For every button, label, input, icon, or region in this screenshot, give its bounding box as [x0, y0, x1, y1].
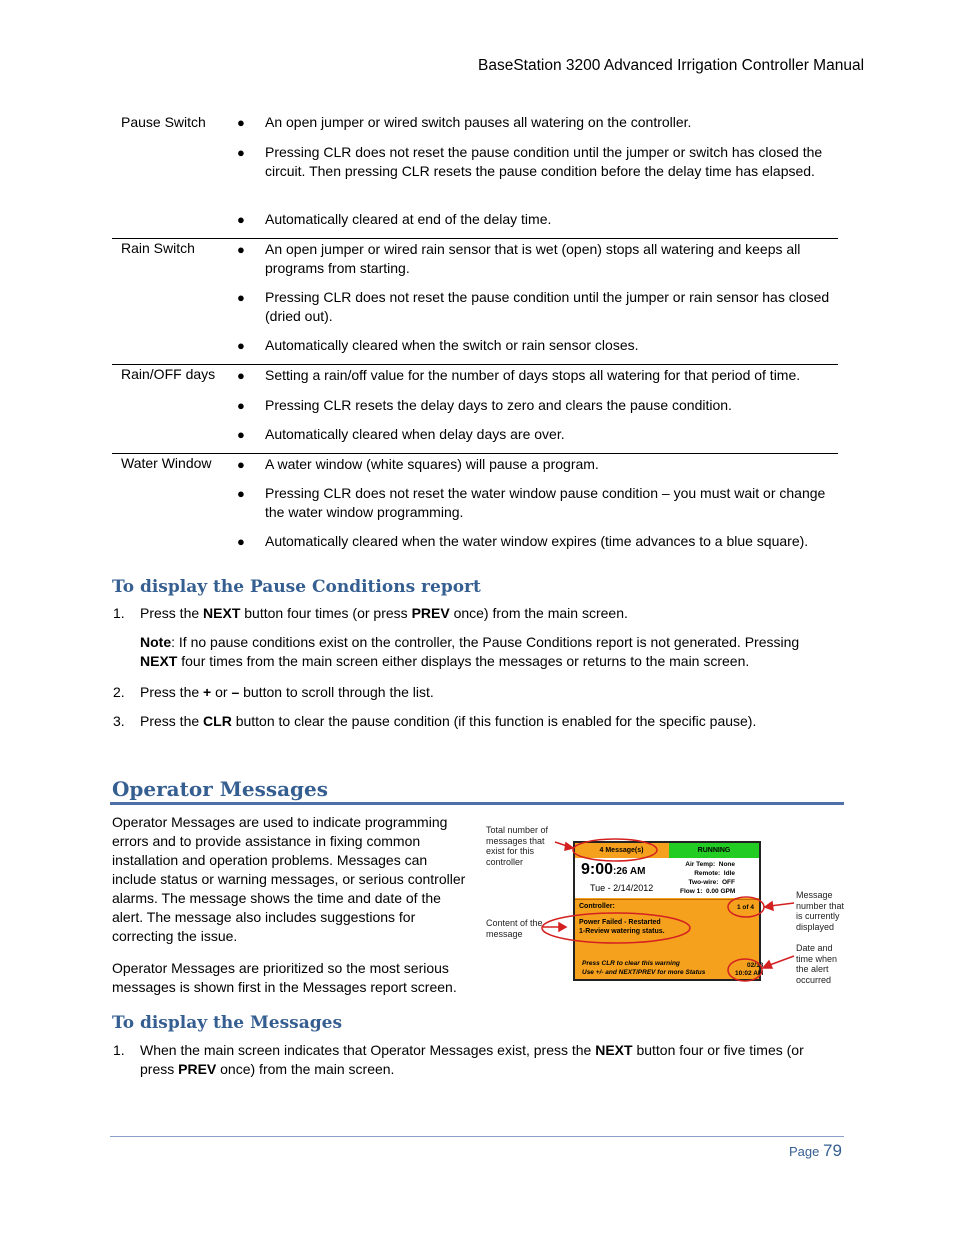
annotation-date-time: Date and time when the alert occurred [796, 943, 838, 985]
bullet-icon: ● [237, 212, 245, 227]
bullet-icon: ● [237, 427, 245, 442]
pause-report-heading: To display the Pause Conditions report [112, 577, 481, 597]
highlight-ellipse [573, 839, 657, 861]
bullet-icon: ● [237, 368, 245, 383]
message-count-bar: 4 Message(s) [575, 843, 668, 858]
operator-para-1: Operator Messages are used to indicate programming errors and to provide assistance in fixing common installation and operation problems. Messages can include status or warning messages, or serious controller alarms. The message shows the time and date of the alert. The message also includes suggestions for correcting the issue. [112, 814, 466, 944]
page-number: 79 [822, 1141, 842, 1160]
status-readout: Air Temp: None Remote: Idle Two-wire: OFF Flow 1: 0.00 GPM [680, 861, 736, 895]
arrow-head-icon [763, 961, 772, 968]
annotation-overlay [470, 820, 850, 990]
bullet-icon: ● [237, 145, 245, 160]
bullet-text: An open jumper or wired switch pauses all watering on the controller. [265, 114, 692, 130]
heading-underline [110, 802, 844, 805]
highlight-ellipse [728, 897, 764, 917]
row-label: Rain Switch [121, 240, 195, 256]
bullet-icon: ● [237, 486, 245, 501]
bullet-text: Pressing CLR does not reset the pause condition until the jumper or rain sensor has closed (dried out). [265, 289, 830, 324]
pause-step-3: Press the CLR button to clear the pause condition (if this function is enabled for the specific pause). [140, 713, 757, 729]
arrow-head-icon [559, 923, 566, 931]
step-number: 1. [113, 1042, 125, 1058]
bullet-text: Pressing CLR does not reset the water window pause condition – you must wait or change the water window programming. [265, 485, 826, 520]
footer-divider [110, 1136, 844, 1137]
display-messages-heading: To display the Messages [112, 1013, 343, 1033]
row-label: Pause Switch [121, 114, 206, 130]
messages-step-1: When the main screen indicates that Operator Messages exist, press the NEXT button four or five times (or press PREV once) from the main screen. [140, 1042, 804, 1077]
highlight-ellipse [728, 959, 762, 981]
row-label: Rain/OFF days [121, 366, 216, 382]
bullet-text: Automatically cleared at end of the delay time. [265, 211, 552, 227]
annotation-message-number: Message number that is currently displayed [796, 890, 845, 932]
bullet-icon: ● [237, 457, 245, 472]
bullet-icon: ● [237, 290, 245, 305]
row-divider [112, 364, 838, 365]
row-label: Water Window [121, 455, 212, 471]
arrow-line [770, 903, 794, 906]
date-display: Tue - 2/14/2012 [590, 883, 654, 893]
bullet-text: Pressing CLR does not reset the pause condition until the jumper or switch has closed the circuit. Then pressing CLR resets the pause condition before the delay time has elapsed. [265, 144, 823, 179]
header-title: BaseStation 3200 Advanced Irrigation Controller Manual [478, 57, 865, 74]
bullet-icon: ● [237, 242, 245, 257]
bullet-text: Automatically cleared when the switch or rain sensor closes. [265, 337, 639, 353]
bullet-text: An open jumper or wired rain sensor that is wet (open) stops all watering and keeps all programs from starting. [265, 241, 801, 276]
row-divider [112, 453, 838, 454]
annotation-content: Content of the message [486, 918, 543, 939]
bullet-icon: ● [237, 398, 245, 413]
arrow-head-icon [765, 902, 773, 910]
bullet-text: A water window (white squares) will pause a program. [265, 456, 599, 472]
press-clr-hint: Press CLR to clear this warning Use +/- and NEXT/PREV for more Status [582, 960, 706, 976]
bullet-text: Automatically cleared when delay days are over. [265, 426, 565, 442]
page-footer: Page 79 [789, 1141, 842, 1160]
message-content: Power Failed - Restarted 1-Review watering status. [579, 919, 665, 935]
bullet-icon: ● [237, 534, 245, 549]
operator-messages-heading: Operator Messages [112, 777, 329, 801]
pause-note: Note: If no pause conditions exist on the controller, the Pause Conditions report is not generated. Pressing NEXT four times from the main screen either displays the messages or returns to the main screen. [140, 634, 800, 669]
controller-label: Controller: [579, 903, 615, 910]
running-status-bar: RUNNING [669, 843, 759, 858]
step-number: 3. [113, 713, 125, 729]
bullet-text: Automatically cleared when the water window expires (time advances to a blue square). [265, 533, 809, 549]
message-counter: 1 of 4 [737, 904, 754, 911]
step-number: 1. [113, 605, 125, 621]
bullet-text: Setting a rain/off value for the number of days stops all watering for that period of time. [265, 367, 801, 383]
operator-para-2: Operator Messages are prioritized so the most serious messages is shown first in the Messages report screen. [112, 960, 457, 995]
pause-step-2: Press the + or – button to scroll through the list. [140, 684, 434, 700]
bullet-text: Pressing CLR resets the delay days to zero and clears the pause condition. [265, 397, 732, 413]
alert-datetime: 02/13 10:02 AM [735, 962, 764, 977]
clock-display: 9:00:26 AM [581, 861, 646, 878]
row-divider [112, 238, 838, 239]
bullet-icon: ● [237, 115, 245, 130]
arrow-head-icon [565, 843, 573, 850]
annotation-total-messages: Total number of messages that exist for this controller [486, 825, 549, 867]
pause-step-1: Press the NEXT button four times (or press PREV once) from the main screen. [140, 605, 628, 621]
bullet-icon: ● [237, 338, 245, 353]
step-number: 2. [113, 684, 125, 700]
